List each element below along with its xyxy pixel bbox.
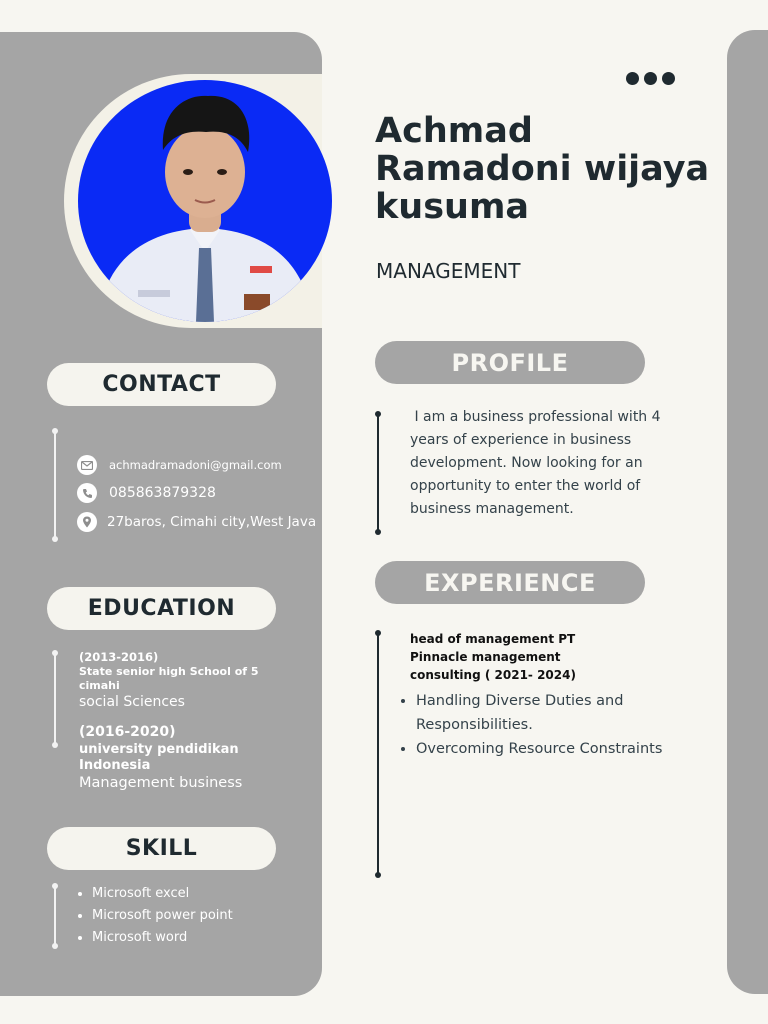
- experience-duty-item: • Handling Diverse Duties and Responsibilities.: [416, 690, 666, 737]
- education-1-years: (2013-2016): [79, 650, 159, 664]
- skill-item: • Microsoft power point: [92, 905, 233, 927]
- experience-duties-list: [398, 690, 666, 763]
- education-1-school: State senior high School of 5 cimahi: [79, 665, 259, 692]
- location-pin-icon: [77, 512, 97, 532]
- experience-job-title: head of management PT Pinnacle management consulting ( 2021- 2024): [410, 632, 576, 682]
- contact-email: achmadramadoni@gmail.com: [109, 458, 282, 472]
- contact-timeline: [54, 431, 56, 539]
- experience-heading: EXPERIENCE: [375, 561, 645, 604]
- job-role: MANAGEMENT: [376, 259, 521, 283]
- skill-item: • Microsoft word: [92, 927, 233, 949]
- contact-heading: CONTACT: [47, 363, 276, 406]
- skill-list: [74, 883, 233, 949]
- experience-timeline: [377, 633, 379, 875]
- envelope-icon: [77, 455, 97, 475]
- profile-text: I am a business professional with 4 years of experience in business development. Now looking for an opportunity to enter the world of business management.: [410, 409, 665, 517]
- phone-icon: [77, 483, 97, 503]
- education-heading: EDUCATION: [47, 587, 276, 630]
- education-timeline: [54, 653, 56, 745]
- contact-address: 27baros, Cimahi city,West Java: [107, 514, 317, 530]
- profile-timeline: [377, 414, 379, 532]
- skill-timeline: [54, 886, 56, 946]
- contact-address-row: [77, 512, 316, 532]
- profile-heading: PROFILE: [375, 341, 645, 384]
- more-options-icon: [626, 72, 675, 85]
- contact-phone: 085863879328: [109, 485, 216, 501]
- education-2-school: university pendidikan Indonesia: [79, 742, 239, 773]
- education-1-major: social Sciences: [79, 694, 185, 710]
- person-name: Achmad Ramadoni wijaya kusuma: [375, 111, 710, 227]
- skill-heading: SKILL: [47, 827, 276, 870]
- education-2-major: Management business: [79, 775, 243, 791]
- experience-duty-item: • Overcoming Resource Constraints: [416, 738, 666, 762]
- person-portrait: [78, 80, 332, 322]
- contact-email-row: [77, 455, 282, 475]
- education-2-years: (2016-2020): [79, 724, 176, 740]
- right-decorative-strip: [727, 30, 768, 994]
- contact-phone-row: [77, 483, 216, 503]
- profile-photo: [78, 80, 332, 322]
- skill-item: • Microsoft excel: [92, 883, 233, 905]
